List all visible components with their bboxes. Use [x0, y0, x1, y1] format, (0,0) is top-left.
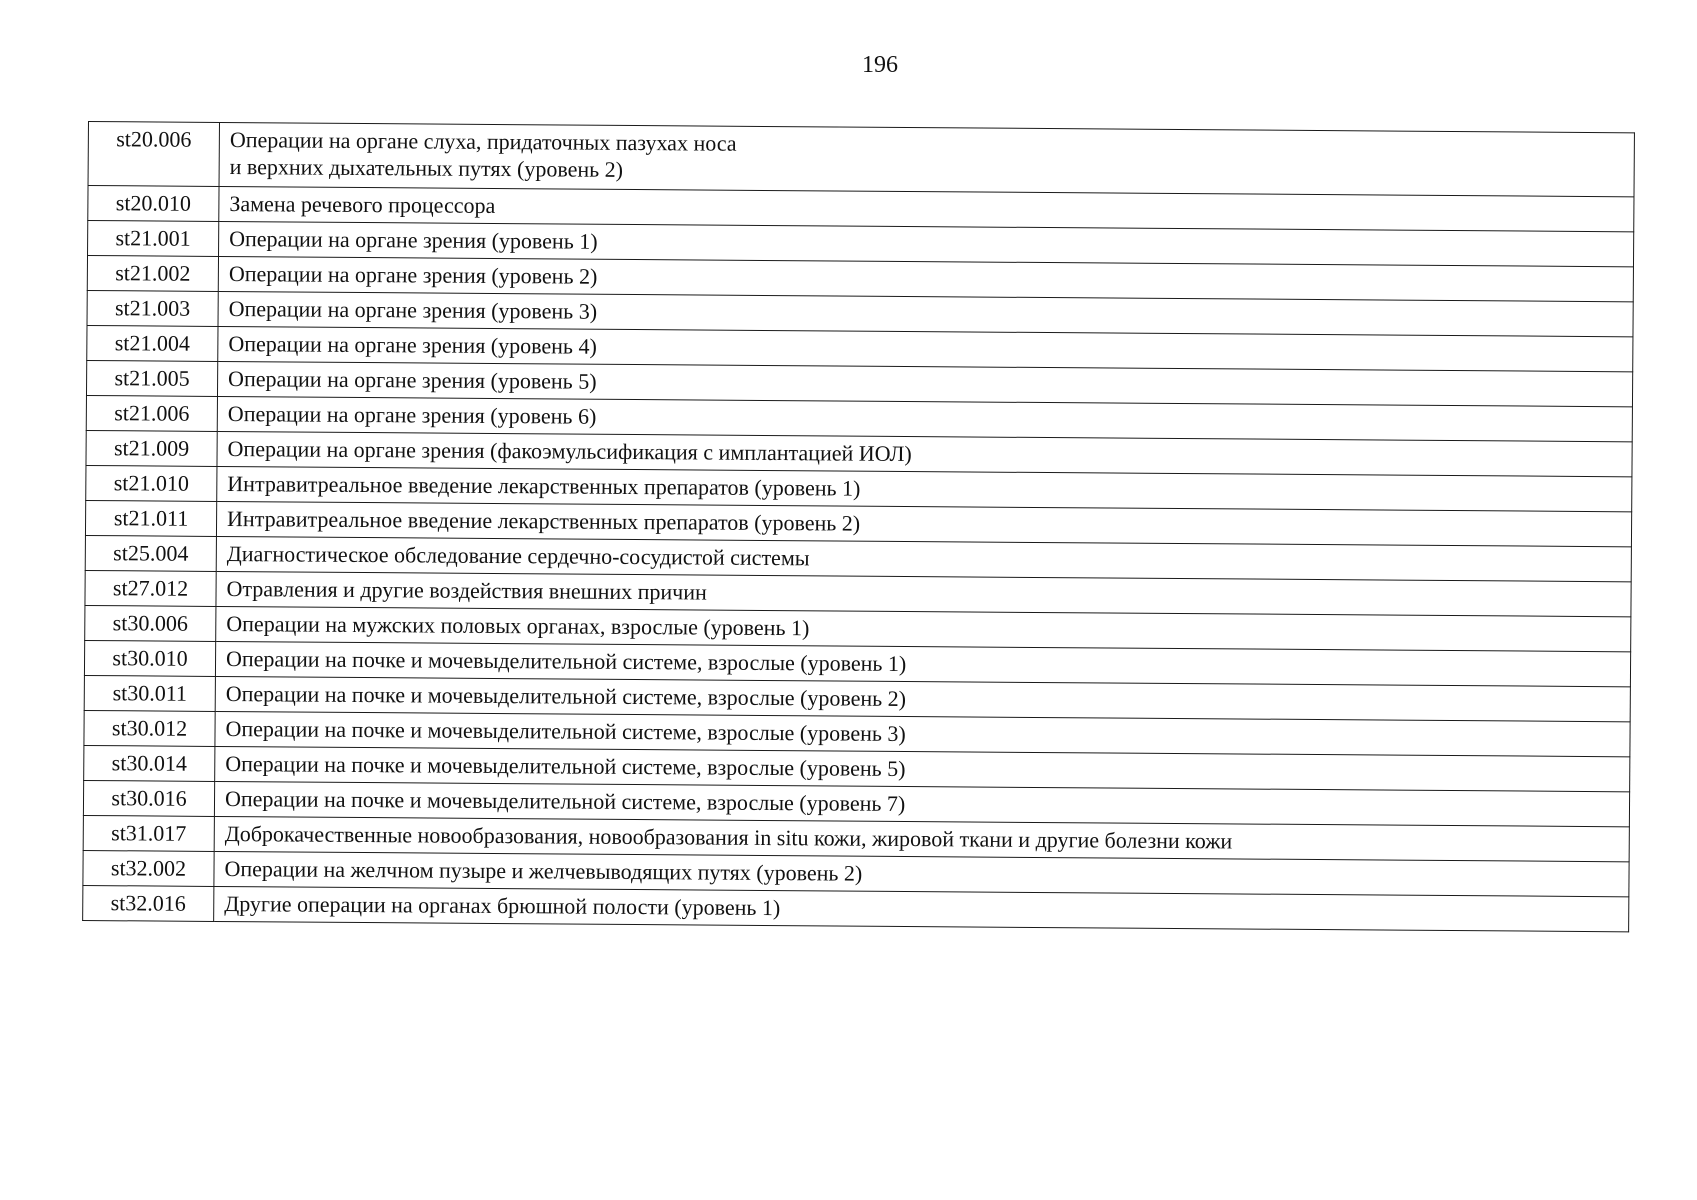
row-code-cell: st20.006 [88, 122, 219, 187]
row-code-cell: st21.004 [87, 325, 218, 361]
csg-table [82, 121, 1635, 932]
row-code-cell: st21.001 [88, 221, 219, 257]
row-code-cell: st21.006 [86, 395, 217, 431]
row-code-cell: st20.010 [88, 186, 219, 222]
row-code-cell: st21.009 [86, 430, 217, 466]
row-name-cell: Операции на желчном пузыре и желчевыводящих путях (уровень 2) [214, 851, 1629, 896]
row-name-cell: Операции на органе зрения (уровень 5) [217, 361, 1632, 406]
row-name-cell: Операции на почке и мочевыделительной системе, взрослые (уровень 1) [215, 641, 1630, 686]
row-name-cell: Операции на органе зрения (факоэмульсификация с имплантацией ИОЛ) [217, 431, 1632, 476]
row-name-cell: Операции на органе зрения (уровень 4) [218, 326, 1633, 371]
row-name-cell: Интравитреальное введение лекарственных препаратов (уровень 2) [216, 501, 1631, 546]
row-name-cell: Операции на органе зрения (уровень 2) [218, 256, 1633, 301]
row-code-cell: st21.010 [86, 465, 217, 501]
row-name-cell: Операции на почке и мочевыделительной системе, взрослые (уровень 7) [214, 781, 1629, 826]
row-code-cell: st30.010 [84, 640, 215, 676]
row-name-cell: Доброкачественные новообразования, новообразования in situ кожи, жировой ткани и другие болезни кожи [214, 816, 1629, 861]
row-name-cell: Операции на органе слуха, придаточных пазухах носа и верхних дыхательных путях (уровень 2) [219, 122, 1634, 196]
row-name-cell: Операции на органе зрения (уровень 1) [219, 221, 1634, 266]
row-code-cell: st32.016 [83, 885, 214, 921]
row-code-cell: st31.017 [83, 815, 214, 851]
row-name-cell: Операции на почке и мочевыделительной системе, взрослые (уровень 5) [215, 746, 1630, 791]
row-code-cell: st21.003 [87, 290, 218, 326]
row-name-cell: Операции на органе зрения (уровень 3) [218, 291, 1633, 336]
row-code-cell: st30.006 [85, 605, 216, 641]
row-name-cell: Операции на почке и мочевыделительной системе, взрослые (уровень 3) [215, 711, 1630, 756]
table-row [88, 122, 1634, 197]
row-name-cell: Другие операции на органах брюшной полости (уровень 1) [214, 886, 1629, 931]
row-code-cell: st30.014 [84, 745, 215, 781]
table-body [83, 122, 1635, 932]
row-name-cell: Отравления и другие воздействия внешних причин [216, 571, 1631, 616]
row-code-cell: st25.004 [85, 535, 216, 571]
page-number: 196 [862, 52, 898, 78]
row-name-cell: Диагностическое обследование сердечно-сосудистой системы [216, 536, 1631, 581]
row-name-cell: Операции на органе зрения (уровень 6) [217, 396, 1632, 441]
row-code-cell: st27.012 [85, 570, 216, 606]
row-name-cell: Операции на почке и мочевыделительной системе, взрослые (уровень 2) [215, 676, 1630, 721]
row-code-cell: st21.005 [86, 360, 217, 396]
row-code-cell: st32.002 [83, 850, 214, 886]
row-code-cell: st21.002 [87, 256, 218, 292]
row-code-cell: st30.016 [83, 780, 214, 816]
row-code-cell: st30.011 [84, 675, 215, 711]
row-code-cell: st30.012 [84, 710, 215, 746]
row-name-cell: Замена речевого процессора [219, 186, 1634, 231]
row-code-cell: st21.011 [85, 500, 216, 536]
row-name-cell: Операции на мужских половых органах, взрослые (уровень 1) [216, 606, 1631, 651]
row-name-cell: Интравитреальное введение лекарственных препаратов (уровень 1) [217, 466, 1632, 511]
